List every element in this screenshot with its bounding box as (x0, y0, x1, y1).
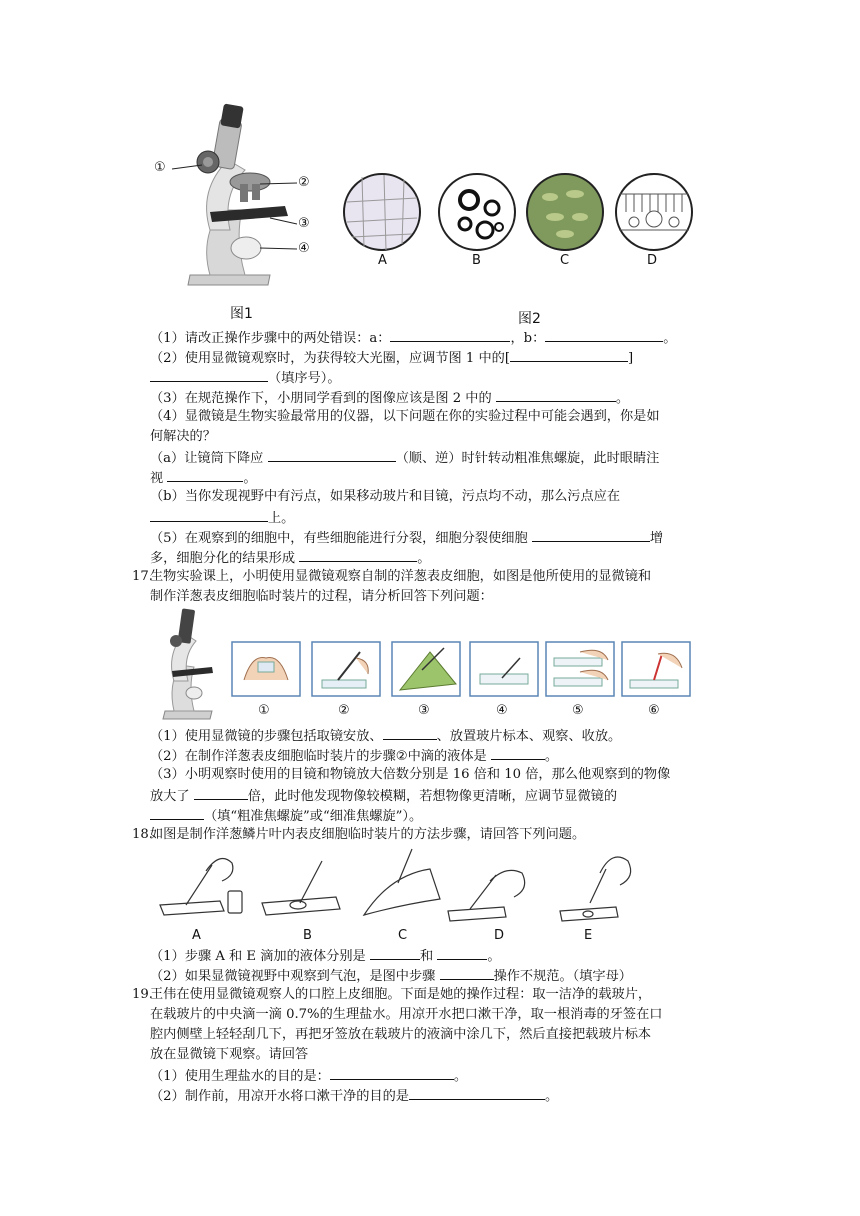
callout-1: ① (154, 160, 166, 175)
answer-blank-bubble-step[interactable] (440, 966, 494, 980)
answer-blank-e-liquid[interactable] (437, 946, 487, 960)
q19-stem-1: 王伟在使用显微镜观察人的口腔上皮细胞。下面是她的操作过程：取一洁净的载玻片， (150, 987, 652, 1002)
answer-blank-step[interactable] (383, 726, 437, 740)
q17-stem-1: 生物实验课上，小明使用显微镜观察自制的洋葱表皮细胞，如图是他所使用的显微镜和 (150, 569, 652, 584)
q18-stem: 如图是制作洋葱鳞片叶内表皮细胞临时装片的方法步骤，请回答下列问题。 (150, 827, 586, 842)
answer-blank-screw[interactable] (150, 806, 204, 820)
label-a: A (378, 253, 387, 268)
q19-stem-2: 在载玻片的中央滴一滴 0.7%的生理盐水。用凉开水把口漱干净，取一根消毒的牙签在口 (150, 1007, 663, 1022)
q17-stem-2: 制作洋葱表皮细胞临时装片的过程，请分析回答下列问题： (150, 589, 493, 604)
answer-blank-seq[interactable] (150, 368, 268, 382)
q17-step-panels (230, 640, 695, 700)
callout-3: ③ (298, 216, 310, 231)
q16-part5-cont: 多，细胞分化的结果形成 。 (150, 548, 430, 568)
answer-blank-image[interactable] (496, 388, 616, 402)
q16-part1: （1）请改正操作步骤中的两处错误：a： ，b： 。 (150, 328, 676, 348)
q16-part4b-cont: 上。 (150, 508, 294, 528)
q17-step-2: ② (338, 703, 350, 718)
q17-step-1: ① (258, 703, 270, 718)
answer-blank-magnification[interactable] (194, 786, 248, 800)
q17-step-3: ③ (418, 703, 430, 718)
q17-number: 17. (132, 569, 153, 584)
q18-number: 18. (132, 827, 153, 842)
answer-blank-liquid[interactable] (491, 746, 545, 760)
q18-steps-figure (150, 845, 650, 929)
fig1-caption: 图1 (230, 306, 253, 322)
answer-blank-b[interactable] (545, 328, 663, 342)
q17-part1: （1）使用显微镜的步骤包括取镜安放、 、放置玻片标本、观察、收放。 (150, 726, 621, 746)
q18-part2: （2）如果显微镜视野中观察到气泡，是图中步骤 操作不规范。（填字母） (150, 966, 632, 986)
q18-label-a: A (192, 928, 201, 943)
answer-blank-saline[interactable] (330, 1066, 454, 1080)
answer-blank-rinse[interactable] (409, 1086, 545, 1100)
label-b: B (472, 253, 481, 268)
answer-blank-knob[interactable] (510, 348, 628, 362)
q16-part4a: （a）让镜筒下降应 （顺、逆）时针转动粗准焦螺旋，此时眼睛注 (150, 448, 659, 468)
q17-part3-cont: 放大了 倍，此时他发现物像较模糊，若想物像更清晰，应调节显微镜的 (150, 786, 617, 806)
q16-part3: （3）在规范操作下，小朋同学看到的图像应该是图 2 中的 。 (150, 388, 629, 408)
q16-part4-cont: 何解决的？ (150, 429, 216, 444)
callout-4: ④ (298, 241, 310, 256)
q17-microscope (150, 605, 220, 723)
q18-label-d: D (494, 928, 505, 943)
answer-blank-a[interactable] (390, 328, 510, 342)
q18-label-e: E (584, 928, 593, 943)
answer-blank-spot[interactable] (150, 508, 268, 522)
view-b (437, 172, 517, 252)
q17-part3: （3）小明观察时使用的目镜和物镜放大倍数分别是 16 倍和 10 倍，那么他观察到的物像 (150, 767, 671, 782)
q17-step-4: ④ (496, 703, 508, 718)
q16-part4b: （b）当你发现视野中有污点，如果移动玻片和目镜，污点均不动，那么污点应在 (150, 489, 621, 504)
q19-part1: （1）使用生理盐水的目的是： 。 (150, 1066, 467, 1086)
q19-number: 19. (132, 987, 153, 1002)
q16-part5: （5）在观察到的细胞中，有些细胞能进行分裂，细胞分裂使细胞 增 (150, 528, 663, 548)
answer-blank-division[interactable] (532, 528, 650, 542)
q16-part2-cont: （填序号）。 (150, 368, 341, 388)
q16-part4a-cont: 视 。 (150, 468, 257, 488)
q17-part2: （2）在制作洋葱表皮细胞临时装片的步骤②中滴的液体是 。 (150, 746, 558, 766)
q17-step-6: ⑥ (648, 703, 660, 718)
fig2-caption: 图2 (518, 311, 541, 327)
q16-part4: （4）显微镜是生物实验最常用的仪器，以下问题在你的实验过程中可能会遇到，你是如 (150, 409, 660, 424)
view-a (342, 172, 422, 252)
view-c (525, 172, 605, 252)
q18-label-b: B (303, 928, 312, 943)
answer-blank-tissue[interactable] (299, 548, 417, 562)
label-d: D (647, 253, 658, 268)
answer-blank-direction[interactable] (268, 448, 396, 462)
q17-part3-cont2: （填“粗准焦螺旋”或“细准焦螺旋”）。 (150, 806, 422, 826)
q18-part1: （1）步骤 A 和 E 滴加的液体分别是 和 。 (150, 946, 501, 966)
answer-blank-eye[interactable] (167, 468, 243, 482)
view-d (614, 172, 694, 252)
q19-stem-4: 放在显微镜下观察。请回答 (150, 1047, 309, 1062)
q19-part2: （2）制作前，用凉开水将口漱干净的目的是 。 (150, 1086, 558, 1106)
answer-blank-a-liquid[interactable] (370, 946, 420, 960)
microscope-figure (150, 100, 330, 300)
callout-2: ② (298, 175, 310, 190)
q17-step-5: ⑤ (572, 703, 584, 718)
q19-stem-3: 腔内侧壁上轻轻刮几下，再把牙签放在载玻片的液滴中涂几下，然后直接把载玻片标本 (150, 1027, 652, 1042)
q16-part2: （2）使用显微镜观察时，为获得较大光圈，应调节图 1 中的[ ] (150, 348, 633, 368)
q18-label-c: C (398, 928, 408, 943)
label-c: C (560, 253, 570, 268)
